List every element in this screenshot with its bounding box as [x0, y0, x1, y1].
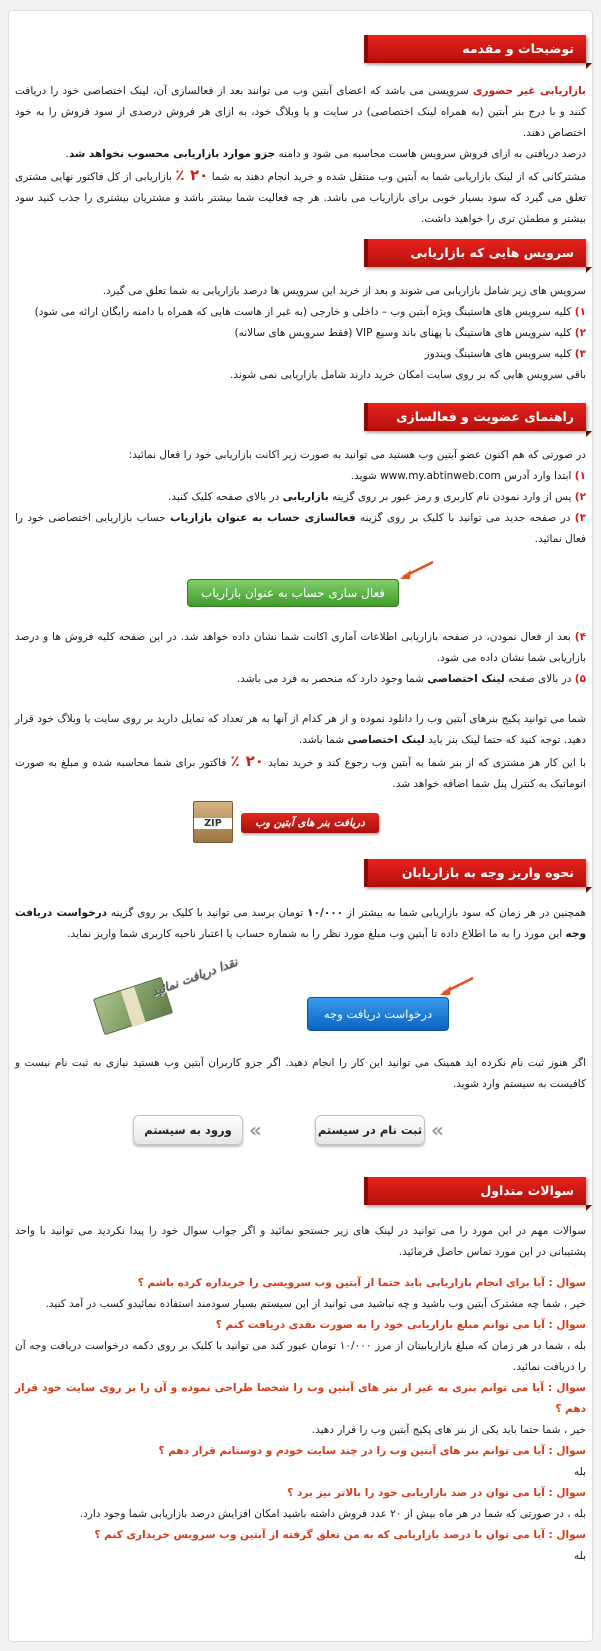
text: درصد دریافتی به ازای فروش سرویس هاست محاسبه می شود و دامنه: [275, 148, 586, 160]
text: تومان برسد می توانید با کلیک بر روی گزینه: [107, 907, 308, 919]
step-number: ۵): [574, 673, 586, 685]
text: .: [65, 148, 69, 160]
section-header-faq: [364, 1177, 586, 1205]
item-number: ۱): [574, 306, 586, 318]
item-number: ۳): [574, 348, 586, 360]
faq-answer: بله ، در صورتی که شما در هر ماه بیش از ۲۰ عدد فروش داشته باشید امکان افزایش درصد بازاریابی شما وجود دارد.: [79, 1508, 586, 1520]
text-bold: جزو موارد بازاریابی محسوب نخواهد شد: [68, 148, 276, 160]
zip-box-icon: [193, 801, 233, 843]
text: شما وجود دارد که منحصر به فرد می باشد.: [236, 673, 428, 685]
step-number: ۱): [574, 470, 586, 482]
double-chevron-icon: «: [249, 1118, 262, 1142]
section-title: راهنمای عضویت و فعالسازی: [396, 409, 574, 424]
faq-answer: بله: [573, 1550, 586, 1562]
faq-answer: بله: [573, 1466, 586, 1478]
amount: ۱۰/۰۰۰: [307, 907, 344, 919]
faq-answer: خیر ، شما چه مشترک آبتین وب باشید و چه نباشید می توانید از این سیستم بسیار سودمند استفاده نمائیدو کسب در آمد کنید.: [45, 1298, 586, 1310]
section-title: سوالات متداول: [480, 1183, 574, 1198]
download-banners-label: دریافت بنر های آبتین وب: [241, 813, 379, 833]
register-button[interactable]: ثبت نام در سیستم: [315, 1115, 425, 1145]
faq-intro: سوالات مهم در این مورد را می توانید در لینک های زیر جستجو نمائید و اگر جواب سوال خود را پیدا نکردید می توانید با واحد پشتیبانی در این مورد تماس حاصل فرمائید.: [15, 1225, 586, 1258]
service-item: [15, 302, 586, 323]
faq-answer: خیر ، شما حتما باید یکی از بنر های پکیج آبتین وب را قرار دهید.: [311, 1424, 586, 1436]
arrow-icon: [397, 559, 437, 583]
money-band: [121, 987, 146, 1027]
payment-text: [15, 903, 586, 945]
faq-list: [15, 1273, 586, 1567]
text: فاکتور برای شما محاسبه شده و مبلغ به صورت اتوماتیک به کنترل پنل شما اضافه خواهد شد.: [15, 757, 586, 790]
section-header-intro: [364, 35, 586, 63]
percent-highlight: ۲۰ ٪: [230, 752, 264, 770]
register-text: اگر هنوز ثبت نام نکرده اید همینک می توانید این کار را انجام دهید. اگر جزو کاربران آبتین وب هستید نیازی به ثبت نام نیست و کافیست به سیستم وارد شوید.: [15, 1057, 586, 1090]
service-item: [15, 323, 586, 344]
faq-question: سوال : آیا برای انجام بازاریابی باید حتما از آبتین وب سرویسی را خریداره کرده باشم ؟: [137, 1277, 586, 1289]
item-text: کلیه سرویس های هاستینگ با پهنای باند وسیع VIP (فقط سرویس های سالانه): [234, 327, 575, 339]
text-bold: فعالسازی حساب به عنوان بازاریاب: [170, 512, 356, 524]
text: بعد از فعال نمودن، در صفحه بازاریابی اطلاعات آماری اکانت شما نشان داده خواهد شد. در این صفحه کلیه فروش ها و درصد بازاریابی شما نشان داده می شود.: [15, 631, 586, 664]
step-number: ۴): [574, 631, 586, 643]
section-title: سرویس هایی که بازاریابی دارند: [410, 245, 574, 288]
arrow-icon: [437, 975, 477, 999]
guide-intro: در صورتی که هم اکنون عضو آبتین وب هستید می توانید به صورت زیر اکانت بازاریابی خود را فعال نمائید:: [128, 449, 586, 461]
activate-affiliate-button[interactable]: فعال سازی حساب به عنوان بازاریاب: [187, 579, 399, 607]
text: در بالای صفحه کلیک کنید.: [167, 491, 283, 503]
text: سرویسی می باشد که اعضای آبتین وب می توانند بعد از فعالسازی آن، لینک اختصاصی خود را دریافت کنند و با درج بنر آبتین (به همراه لینک اختصاصی) در سایت و یا وبلاگ خود، به ازای هر فروش درصدی از سود فروش را به خود اختصاص دهند.: [15, 85, 586, 139]
text: شما می توانید پکیج بنرهای آبتین وب را دانلود نموده و از هر کدام از آنها به هر تعداد که تمایل دارید بر روی سایت یا وبلاگ خود قرار دهید. توجه کنید که حتما لینک بنر باید: [15, 713, 586, 746]
text: بازاریابی از کل فاکتور نهایی مشتری تعلق می گیرد که سود بسیار خوبی برای بازاریاب می باشد. هر چه فعالیت شما بیشتر باشد و مشتریان بیشتری را جذب کنید سود بیشتر و مطمئن تری را خواهید داشت.: [15, 171, 586, 225]
text: حساب بازاریابی اختصاصی خود را فعال نمائید.: [15, 512, 586, 545]
intro-text: [15, 81, 586, 230]
text-bold: درخواست دریافت وجه: [15, 907, 586, 940]
section-header-guide: [364, 403, 586, 431]
text: شما باشد.: [298, 734, 348, 746]
text-bold: لینک اختصاصی: [347, 734, 425, 746]
item-text: کلیه سرویس های هاستینگ ویژه آبتین وب – داخلی و خارجی (به غیر از هاست هایی که همراه با دامنه رایگان ارائه می شود): [34, 306, 575, 318]
faq-question: سوال : آیا می توان با درصد بازاریابی که به من تعلق گرفته از آبتین وب سرویس خریداری کنم ؟: [94, 1529, 586, 1541]
text-bold: بازاریابی: [282, 491, 329, 503]
request-payment-button[interactable]: درخواست دریافت وجه: [307, 997, 449, 1031]
services-intro: سرویس های زیر شامل بازاریابی می شوند و بعد از خرید این سرویس ها درصد بازاریابی به شما تعلق می گیرد.: [102, 285, 586, 297]
page: [8, 10, 593, 1642]
guide-steps-2: [15, 627, 586, 690]
guide-steps: [15, 445, 586, 550]
text: با این کار هر مشتری که از بنر شما به آبتین وب رجوع کند و خرید نماید: [263, 757, 586, 769]
text: در بالای صفحه: [504, 673, 575, 685]
text: مشترکانی که از لینک بازاریابی شما به آبتین وب منتقل شده و خرید انجام دهند به شما: [208, 171, 586, 183]
download-banners-button[interactable]: [193, 801, 381, 845]
faq-answer: بله ، شما در هر زمان که مبلغ بازاریابیتان از مرز ۱۰/۰۰۰ تومان عبور کند می توانید با کلیک بر روی دکمه درخواست دریافت وجه آن را دریافت نمائید.: [15, 1340, 586, 1373]
faq-question: سوال : آیا می توانم بنر های آبتین وب را در چند سایت خودم و دوستانم قرار دهم ؟: [158, 1445, 586, 1457]
banner-text: [15, 709, 586, 795]
service-item: [15, 344, 586, 365]
section-title: نحوه واریز وجه به بازاریابان: [401, 865, 574, 880]
login-button[interactable]: ورود به سیستم: [133, 1115, 243, 1145]
text: این مورد را به ما اطلاع داده تا آبتین وب مبلغ مورد نظر را به شماره حساب یا اعتبار ناحیه کاربری شما واریز نماید.: [67, 928, 566, 940]
zip-label: ZIP: [194, 818, 232, 829]
site-address: www.my.abtinweb.com: [380, 470, 501, 482]
section-header-services: [364, 239, 586, 288]
text-bold: لینک اختصاصی: [427, 673, 505, 685]
item-number: ۲): [574, 327, 586, 339]
step-number: ۳): [574, 512, 587, 524]
step-number: ۲): [574, 491, 586, 503]
text: پس از وارد نمودن نام کاربری و رمز عبور بر روی گزینه: [328, 491, 575, 503]
text: همچنین در هر زمان که سود بازاریابی شما به بیشتر از: [343, 907, 586, 919]
percent-highlight: ۲۰ ٪: [175, 166, 209, 184]
section-header-payment: [364, 859, 586, 887]
faq-question: سوال : آیا می توان در صد بازاریابی خود را بالاتر نیز برد ؟: [287, 1487, 586, 1499]
text: شوید.: [350, 470, 381, 482]
services-outro: باقی سرویس هایی که بر روی سایت امکان خرید دارند شامل بازاریابی نمی شوند.: [230, 369, 586, 381]
money-image: [83, 953, 243, 1043]
text: در صفحه جدید می توانید با کلیک بر روی گزینه: [355, 512, 575, 524]
text: ابتدا وارد آدرس: [500, 470, 575, 482]
faq-question: سوال : آیا می توانم مبلغ بازاریابی خود را به صورت نقدی دریافت کنم ؟: [215, 1319, 586, 1331]
double-chevron-icon: «: [431, 1118, 444, 1142]
item-text: کلیه سرویس های هاستینگ ویندوز: [424, 348, 575, 360]
faq-question: سوال : آیا می توانم بنری به غیر از بنر های آبتین وب را شخصا طراحی نموده و آن را بر روی سایت خود قرار دهم ؟: [15, 1382, 586, 1415]
text-highlight: بازاریابی غیر حضوری: [472, 85, 586, 97]
services-text: [15, 281, 586, 386]
stamp-text: نقدا دریافت نمائید: [149, 954, 240, 999]
section-title: توضیحات و مقدمه: [462, 41, 574, 56]
